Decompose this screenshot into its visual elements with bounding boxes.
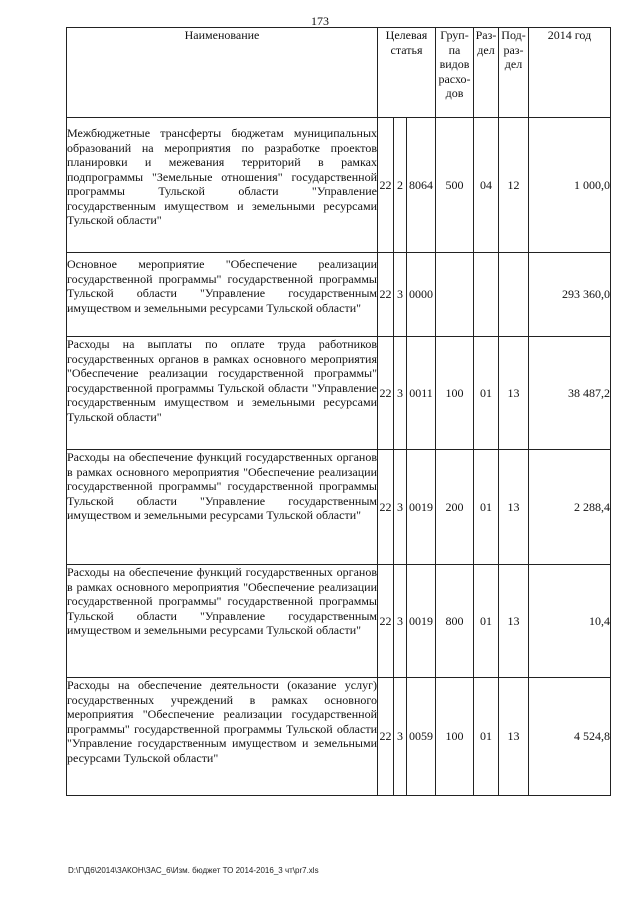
row-amount: 10,4 xyxy=(529,565,611,678)
row-group: 100 xyxy=(436,678,474,796)
header-target-article: Целевая статья xyxy=(378,28,436,118)
row-cs3: 0019 xyxy=(407,450,436,565)
row-name: Расходы на обеспечение деятельности (оказание услуг) государственных учреждений в рамках основного мероприятия "Обеспечение реализации государственной программы" государственной программы Тульской области "Управление государственным имуществом и земельными ресурсами Тульской области" xyxy=(67,678,378,796)
row-cs2: 3 xyxy=(394,337,407,450)
table-row xyxy=(67,565,611,678)
row-section: 01 xyxy=(474,337,499,450)
header-section: Раз- дел xyxy=(474,28,499,118)
row-cs3: 0000 xyxy=(407,253,436,337)
header-expense-group: Груп- па видов расхо- дов xyxy=(436,28,474,118)
row-amount: 2 288,4 xyxy=(529,450,611,565)
row-cs1: 22 xyxy=(378,337,394,450)
row-subsection: 13 xyxy=(499,678,529,796)
row-group: 500 xyxy=(436,118,474,253)
row-group: 200 xyxy=(436,450,474,565)
row-name: Расходы на обеспечение функций государственных органов в рамках основного мероприятия "Обеспечение реализации государственной программы" государственной программы Тульской области "Управление государственным имуществом и земельными ресурсами Тульской области" xyxy=(67,565,378,678)
header-name: Наименование xyxy=(67,28,378,118)
row-group: 800 xyxy=(436,565,474,678)
row-cs3: 0011 xyxy=(407,337,436,450)
row-amount: 38 487,2 xyxy=(529,337,611,450)
row-name: Межбюджетные трансферты бюджетам муниципальных образований на мероприятия по разработке проектов планировки и межевания территорий в рамках подпрограммы "Земельные отношения" государственной программы Тульской области "Управление государственным имуществом и земельными ресурсами Тульской области" xyxy=(67,118,378,253)
row-subsection: 13 xyxy=(499,450,529,565)
row-cs1: 22 xyxy=(378,565,394,678)
row-section: 01 xyxy=(474,450,499,565)
row-cs2: 3 xyxy=(394,678,407,796)
row-cs2: 3 xyxy=(394,565,407,678)
row-cs2: 3 xyxy=(394,253,407,337)
budget-table xyxy=(66,27,611,796)
row-group: 100 xyxy=(436,337,474,450)
row-cs1: 22 xyxy=(378,450,394,565)
row-section: 01 xyxy=(474,678,499,796)
row-subsection: 13 xyxy=(499,565,529,678)
row-cs3: 0059 xyxy=(407,678,436,796)
row-name: Основное мероприятие "Обеспечение реализации государственной программы" государственной программы Тульской области "Управление государственным имуществом и земельными ресурсами Тульской области" xyxy=(67,253,378,337)
header-row xyxy=(67,28,611,118)
row-cs3: 0019 xyxy=(407,565,436,678)
row-amount: 4 524,8 xyxy=(529,678,611,796)
row-section: 04 xyxy=(474,118,499,253)
file-path-footer: D:\Г\Д6\2014\ЗАКОН\ЗАС_6\Изм. бюджет ТО 2014-2016_3 чт\pr7.xls xyxy=(68,866,319,875)
header-year: 2014 год xyxy=(529,28,611,118)
row-subsection: 13 xyxy=(499,337,529,450)
table-row xyxy=(67,253,611,337)
table-row xyxy=(67,118,611,253)
row-section: 01 xyxy=(474,565,499,678)
row-cs2: 3 xyxy=(394,450,407,565)
row-amount: 1 000,0 xyxy=(529,118,611,253)
row-subsection: 12 xyxy=(499,118,529,253)
row-cs2: 2 xyxy=(394,118,407,253)
row-cs3: 8064 xyxy=(407,118,436,253)
page-number: 173 xyxy=(311,14,329,28)
row-name: Расходы на выплаты по оплате труда работников государственных органов в рамках основного мероприятия "Обеспечение реализации государственной программы" государственной программы Тульской области "Управление государственным имуществом и земельными ресурсами Тульской области" xyxy=(67,337,378,450)
table-row xyxy=(67,337,611,450)
header-subsection: Под- раз- дел xyxy=(499,28,529,118)
row-cs1: 22 xyxy=(378,118,394,253)
row-amount: 293 360,0 xyxy=(529,253,611,337)
row-cs1: 22 xyxy=(378,678,394,796)
row-section xyxy=(474,253,499,337)
row-subsection xyxy=(499,253,529,337)
table-row xyxy=(67,450,611,565)
row-name: Расходы на обеспечение функций государственных органов в рамках основного мероприятия "Обеспечение реализации государственной программы" государственной программы Тульской области "Управление государственным имуществом и земельными ресурсами Тульской области" xyxy=(67,450,378,565)
row-cs1: 22 xyxy=(378,253,394,337)
row-group xyxy=(436,253,474,337)
table-row xyxy=(67,678,611,796)
